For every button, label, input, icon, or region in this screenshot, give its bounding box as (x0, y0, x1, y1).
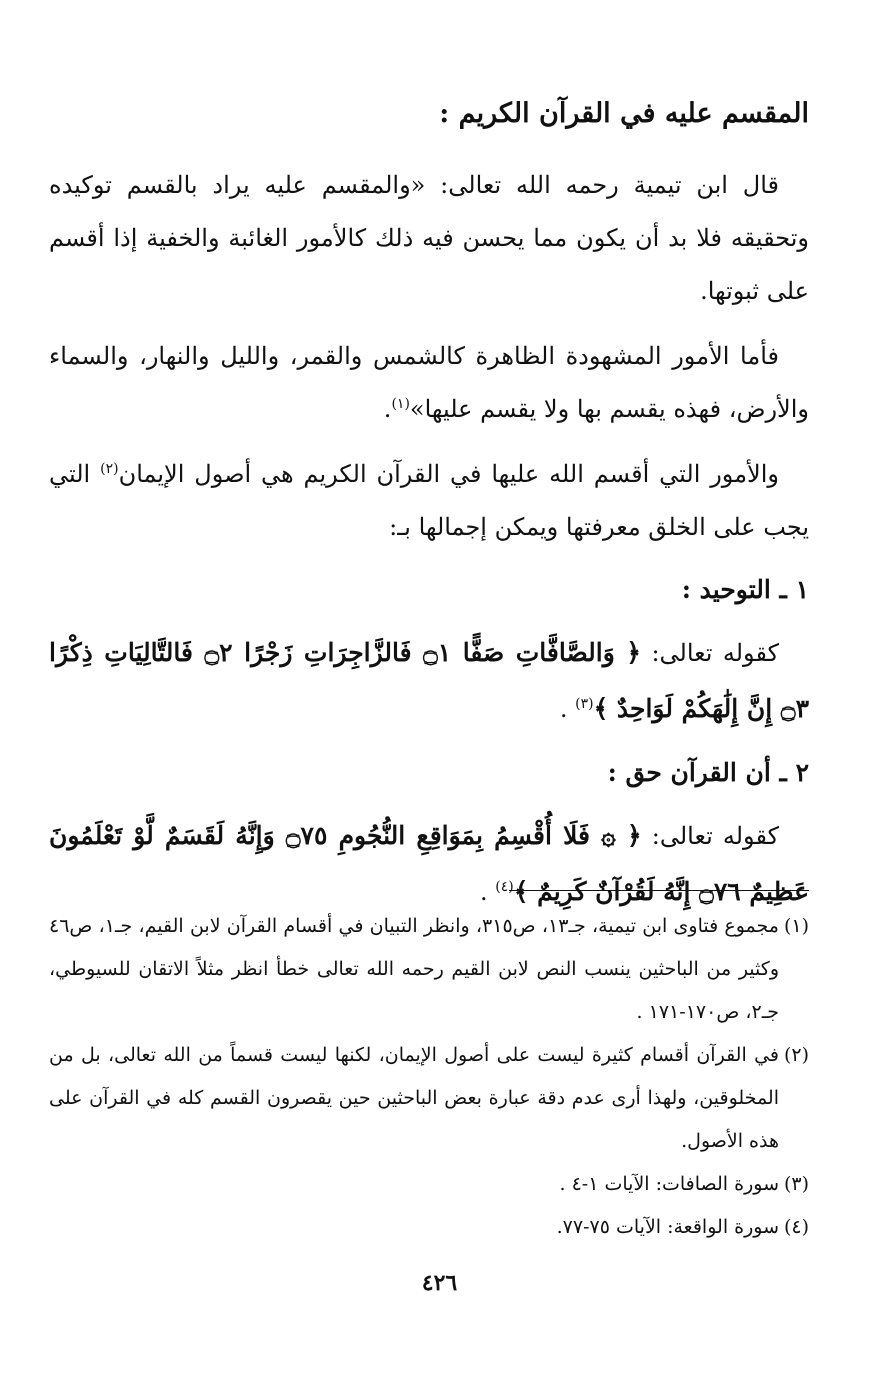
footnote-text: مجموع فتاوى ابن تيمية، جـ١٣، ص٣١٥، وانظر التبيان في أقسام القرآن لابن القيم، جـ١، ص٤٦ وكثير من الباحثين ينسب النص لابن القيم رحمه الله تعالى خطأ انظر مثلاً الاتقان للسيوطي، جـ٢، ص١٧٠-١٧١ . (49, 915, 779, 1023)
verse-intro-2: كقوله تعالى: (641, 821, 780, 850)
quran-verse-2: ﴿ ۞ فَلَا أُقْسِمُ بِمَوَاقِعِ النُّجُومِ ۝٧٥ وَإِنَّهُ لَقَسَمٌ لَّوْ تَعْلَمُونَ عَظِيمٌ ۝٧٦ إِنَّهُ لَقُرْآنٌ كَرِيمٌ ﴾ (49, 820, 809, 906)
footnote-text: سورة الصافات: الآيات ١-٤ . (559, 1173, 779, 1195)
subheading-quran-truth: ٢ ـ أن القرآن حق : (607, 757, 809, 787)
footnote-number: (٢) (783, 1044, 809, 1066)
footnote-ref-4: (٤) (495, 878, 514, 895)
verse-paragraph-1 (49, 625, 809, 737)
paragraph-1: قال ابن تيمية رحمه الله تعالى: «والمقسم عليه يراد بالقسم توكيده وتحقيقه فلا بد أن يكون مما يحسن فيه ذلك كالأمور الغائبة والخفية إذا أقسم على ثبوتها. (49, 170, 810, 305)
quran-verse-1: ﴿ وَالصَّافَّاتِ صَفًّا ۝١ فَالزَّاجِرَاتِ زَجْرًا ۝٢ فَالتَّالِيَاتِ ذِكْرًا ۝٣ إِنَّ إِلَٰهَكُمْ لَوَاحِدٌ ﴾ (49, 637, 809, 723)
verse-end-2: . (480, 877, 496, 906)
paragraph-2-text: فأما الأمور المشهودة الظاهرة كالشمس والقمر، والليل والنهار، والسماء والأرض، فهذه يقسم بها ولا يقسم عليها» (49, 341, 809, 423)
subheading-tawhid: ١ ـ التوحيد : (681, 574, 809, 604)
footnote-divider (509, 890, 809, 891)
paragraph-3-text-b: التي يجب على الخلق معرفتها ويمكن إجمالها بـ: (49, 459, 809, 541)
page-number: ٤٢٦ (421, 1270, 458, 1296)
paragraph-2 (49, 330, 809, 436)
main-text (49, 95, 809, 930)
verse-paragraph-2 (49, 808, 809, 920)
footnote-1 (49, 905, 809, 1034)
footnote-text: سورة الواقعة: الآيات ٧٥-٧٧. (556, 1216, 779, 1238)
footnote-2 (49, 1034, 809, 1163)
footnote-3 (49, 1163, 809, 1206)
paragraph-2-end: . (383, 394, 392, 423)
section-heading: المقسم عليه في القرآن الكريم : (439, 98, 809, 129)
verse-intro-1: كقوله تعالى: (640, 638, 780, 667)
footnote-ref-2: (٢) (100, 460, 119, 477)
footnote-4 (49, 1206, 809, 1249)
footnote-number: (٣) (783, 1173, 809, 1195)
footnote-number: (٤) (783, 1216, 809, 1238)
footnotes (49, 905, 809, 1249)
paragraph-3 (49, 448, 809, 554)
paragraph-3-text-a: والأمور التي أقسم الله عليها في القرآن الكريم هي أصول الإيمان (118, 459, 780, 488)
verse-end-1: . (559, 694, 576, 723)
footnote-ref-1: (١) (391, 395, 410, 412)
footnote-number: (١) (783, 915, 809, 937)
footnote-text: في القرآن أقسام كثيرة ليست على أصول الإيمان، لكنها ليست قسماً من الله تعالى، بل من المخلوقين، ولهذا أرى عدم دقة عبارة بعض الباحثين حين يقصرون القسم كله في القرآن على هذه الأصول. (49, 1044, 779, 1152)
footnote-ref-3: (٣) (575, 695, 594, 712)
